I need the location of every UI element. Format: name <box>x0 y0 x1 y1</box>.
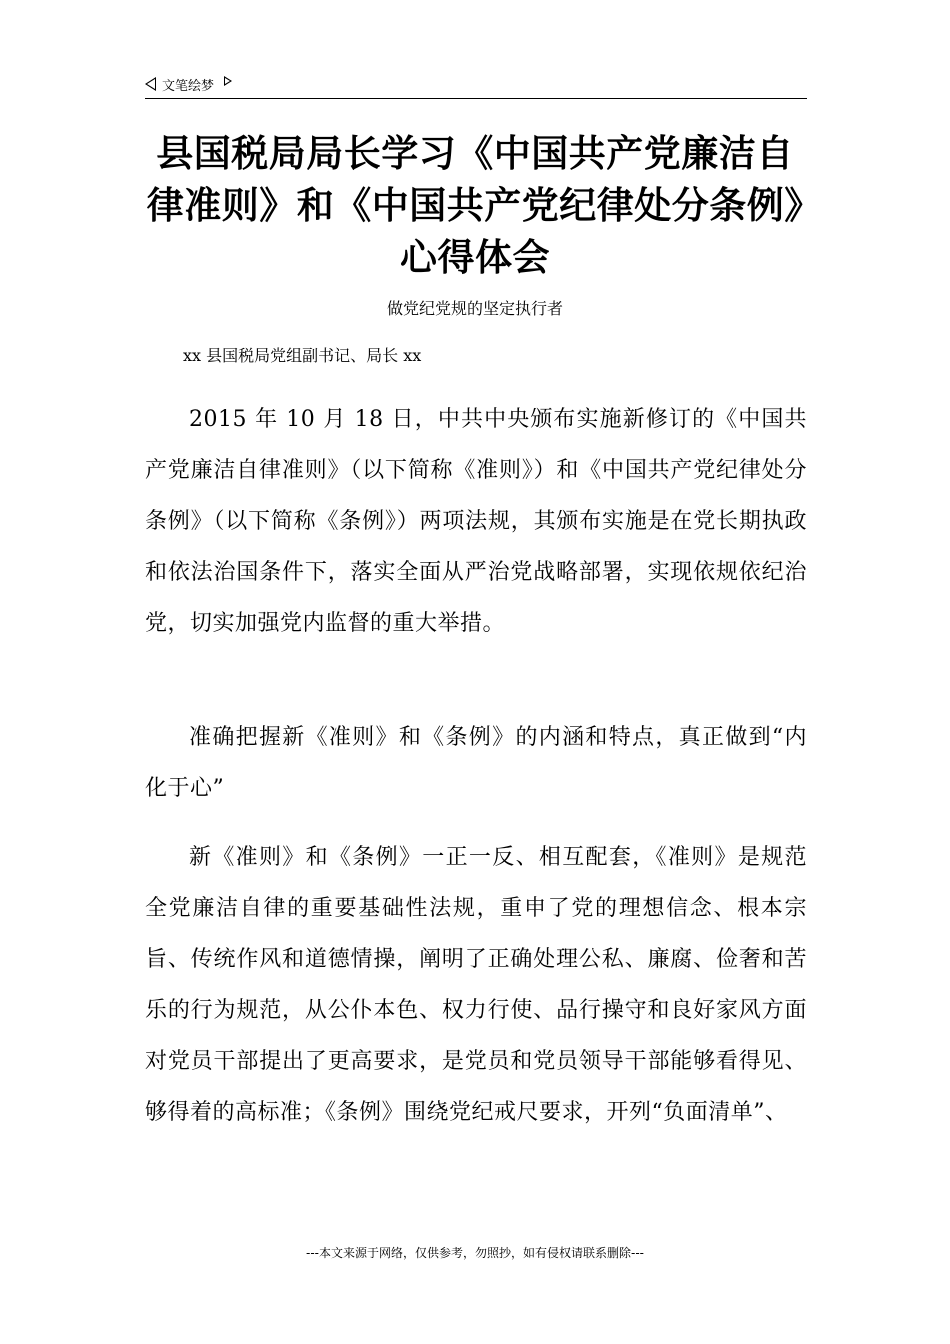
body-paragraph: 新《准则》和《条例》一正一反、相互配套，《准则》是规范全党廉洁自律的重要基础性法规，重申了党的理想信念、根本宗旨、传统作风和道德情操，阐明了正确处理公私、廉腐、俭奢和苦乐的行为规范，从公仆本色、权力行使、品行操守和良好家风方面对党员干部提出了更高要求，是党员和党员领导干部能够看得见、够得着的高标准；《条例》围绕党纪戒尺要求，开列“负面清单”、 <box>145 845 807 1125</box>
document-author: xx 县国税局党组副书记、局长 xx <box>183 346 422 365</box>
body-paragraph: 2015 年 10 月 18 日，中共中央颁布实施新修订的《中国共产党廉洁自律准则》（以下简称《准则》）和《中国共产党纪律处分条例》（以下简称《条例》）两项法规，其颁布实施是在党长期执政和依法治国条件下，落实全面从严治党战略部署，实现依规依纪治党，切实加强党内监督的重大举措。 <box>145 407 807 636</box>
header-brand <box>145 74 232 94</box>
document-subtitle: 做党纪党规的坚定执行者 <box>386 299 563 318</box>
footer-notice: ---本文来源于网络，仅供参考，勿照抄，如有侵权请联系删除--- <box>306 1246 644 1260</box>
page-header <box>145 74 807 99</box>
triangle-left-outline-icon <box>145 77 156 91</box>
section-heading-paragraph: 准确把握新《准则》和《条例》的内涵和特点，真正做到“内化于心” <box>145 725 807 801</box>
document-title: 县国税局局长学习《中国共产党廉洁自律准则》和《中国共产党纪律处分条例》心得体会 <box>146 132 804 279</box>
header-label: 文笔绘梦 <box>162 78 215 94</box>
triangle-right-outline-icon <box>224 76 232 86</box>
